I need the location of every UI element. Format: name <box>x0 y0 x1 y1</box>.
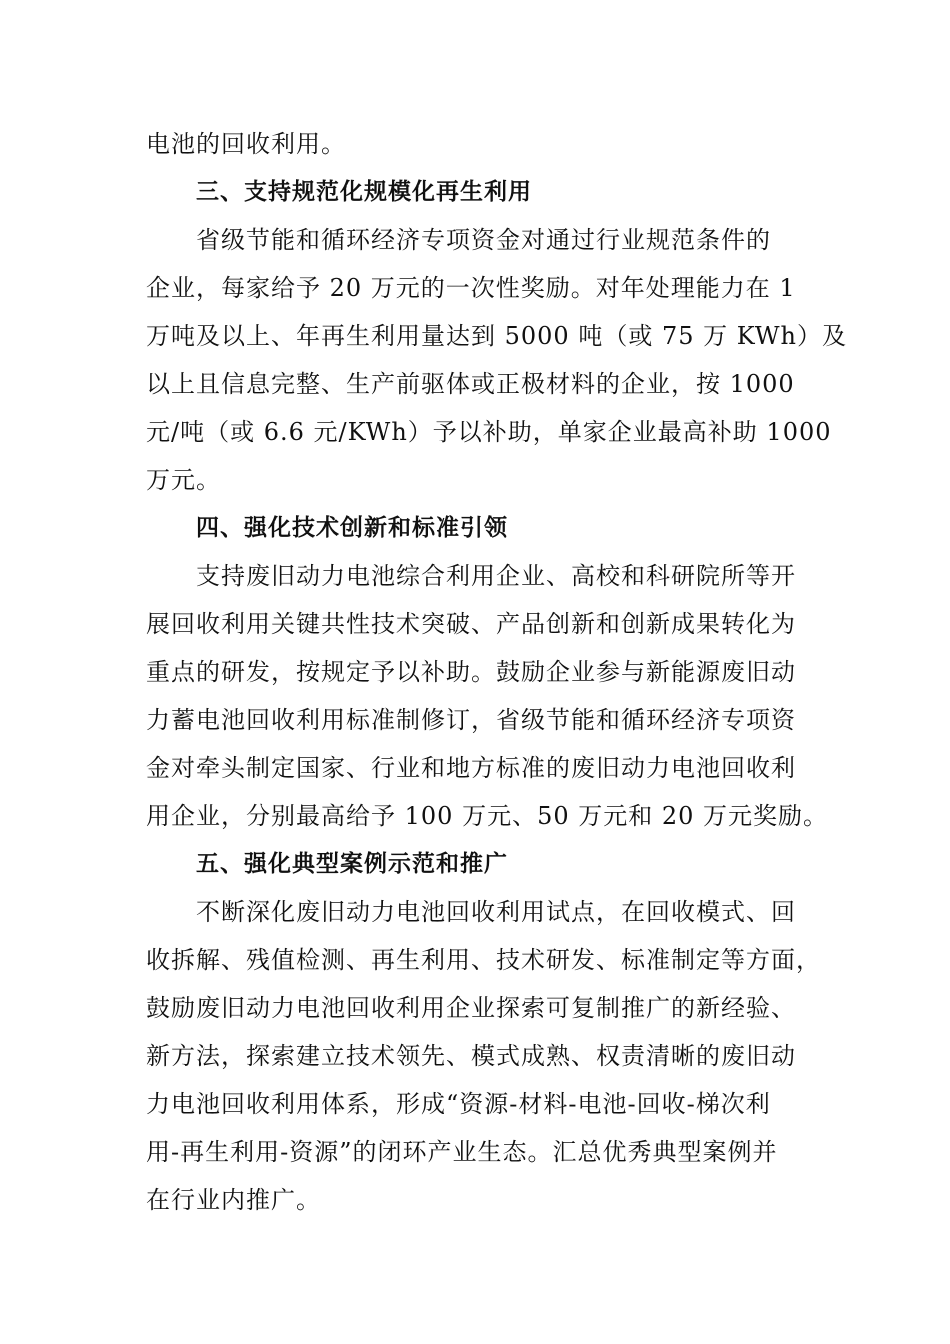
paragraph-line: 新方法，探索建立技术领先、模式成熟、权责清晰的废旧动 <box>146 1042 796 1070</box>
section-heading-4: 四、强化技术创新和标准引领 <box>196 515 508 541</box>
paragraph-line: 万吨及以上、年再生利用量达到 5000 吨（或 75 万 KWh）及 <box>146 322 847 350</box>
paragraph-line: 用企业，分别最高给予 100 万元、50 万元和 20 万元奖励。 <box>146 802 829 830</box>
paragraph-line: 以上且信息完整、生产前驱体或正极材料的企业，按 1000 <box>146 370 795 398</box>
paragraph-line: 力电池回收利用体系，形成“资源-材料-电池-回收-梯次利 <box>146 1090 771 1118</box>
document-page <box>146 120 847 1224</box>
paragraph-line: 万元。 <box>146 466 221 494</box>
paragraph-line: 在行业内推广。 <box>146 1186 321 1214</box>
paragraph-line: 电池的回收利用。 <box>146 130 346 158</box>
paragraph-line: 企业，每家给予 20 万元的一次性奖励。对年处理能力在 1 <box>146 274 796 302</box>
paragraph-line: 力蓄电池回收利用标准制修订，省级节能和循环经济专项资 <box>146 706 796 734</box>
paragraph-line: 展回收利用关键共性技术突破、产品创新和创新成果转化为 <box>146 610 796 638</box>
section-heading-3: 三、支持规范化规模化再生利用 <box>196 179 532 205</box>
section-heading-5: 五、强化典型案例示范和推广 <box>196 851 508 877</box>
paragraph-line: 鼓励废旧动力电池回收利用企业探索可复制推广的新经验、 <box>146 994 796 1022</box>
paragraph-line: 不断深化废旧动力电池回收利用试点，在回收模式、回 <box>196 898 796 926</box>
paragraph-line: 支持废旧动力电池综合利用企业、高校和科研院所等开 <box>196 562 796 590</box>
paragraph-line: 元/吨（或 6.6 元/KWh）予以补助，单家企业最高补助 1000 <box>146 418 832 446</box>
paragraph-line: 重点的研发，按规定予以补助。鼓励企业参与新能源废旧动 <box>146 658 796 686</box>
paragraph-line: 省级节能和循环经济专项资金对通过行业规范条件的 <box>196 226 771 254</box>
paragraph-line: 金对牵头制定国家、行业和地方标准的废旧动力电池回收利 <box>146 754 796 782</box>
paragraph-line: 收拆解、残值检测、再生利用、技术研发、标准制定等方面， <box>146 946 821 974</box>
paragraph-line: 用-再生利用-资源”的闭环产业生态。汇总优秀典型案例并 <box>146 1138 778 1166</box>
